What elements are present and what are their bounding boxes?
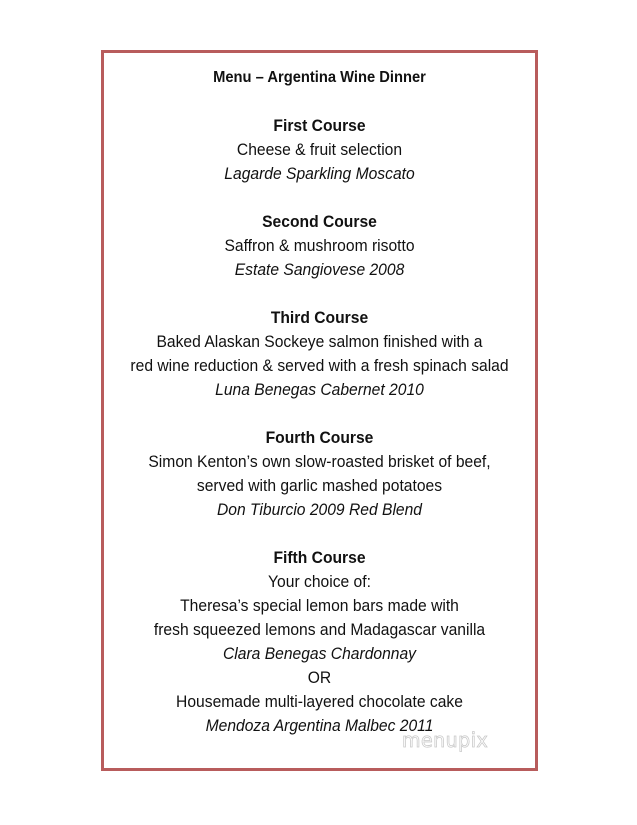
- course-fourth: [121, 426, 518, 522]
- course-heading: Fifth Course: [273, 548, 366, 567]
- wine-pairing: Don Tiburcio 2009 Red Blend: [216, 500, 423, 519]
- menu-frame: [101, 50, 538, 771]
- menupix-watermark: menupix: [402, 728, 489, 752]
- course-heading: Third Course: [270, 308, 369, 327]
- wine-pairing: Clara Benegas Chardonnay: [222, 644, 417, 663]
- dish-line: Baked Alaskan Sockeye salmon finished with a: [156, 332, 483, 351]
- menu-content: [121, 66, 518, 738]
- choice-intro: Your choice of:: [268, 572, 371, 591]
- dish-line: Saffron & mushroom risotto: [224, 236, 415, 255]
- wine-pairing: Estate Sangiovese 2008: [234, 260, 405, 279]
- menu-title: Menu – Argentina Wine Dinner: [213, 69, 426, 86]
- wine-pairing: Mendoza Argentina Malbec 2011: [205, 716, 434, 735]
- dish-line: served with garlic mashed potatoes: [196, 476, 443, 495]
- course-second: [121, 210, 518, 282]
- dish-line: fresh squeezed lemons and Madagascar vanilla: [153, 620, 486, 639]
- choice-separator: OR: [307, 668, 332, 687]
- dish-line: Theresa’s special lemon bars made with: [180, 596, 459, 615]
- course-heading: Fourth Course: [265, 428, 374, 447]
- dish-line: red wine reduction & served with a fresh spinach salad: [130, 356, 509, 375]
- dish-line: Simon Kenton’s own slow-roasted brisket of beef,: [148, 452, 491, 471]
- course-first: [121, 114, 518, 186]
- course-fifth: [121, 546, 518, 738]
- dish-line: Housemade multi-layered chocolate cake: [176, 692, 463, 711]
- wine-pairing: Lagarde Sparkling Moscato: [224, 164, 415, 183]
- dish-line: Cheese & fruit selection: [236, 140, 403, 159]
- course-third: [121, 306, 518, 402]
- wine-pairing: Luna Benegas Cabernet 2010: [215, 380, 424, 399]
- course-heading: First Course: [273, 116, 366, 135]
- course-heading: Second Course: [262, 212, 377, 231]
